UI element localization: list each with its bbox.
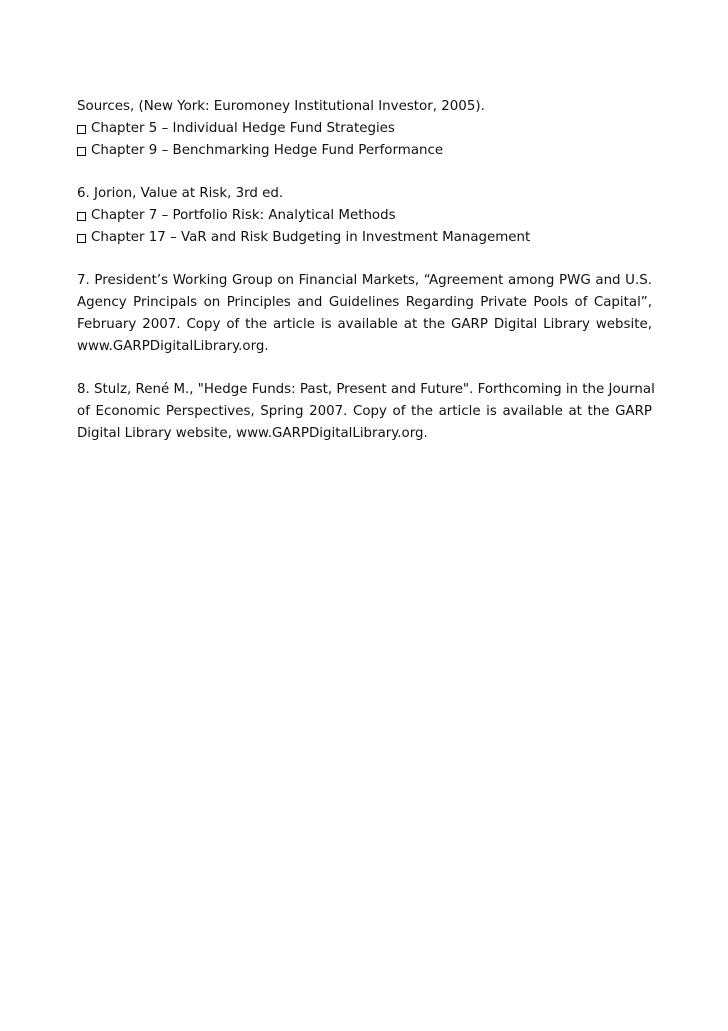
reference-7-line: Agency Principals on Principles and Guidelines Regarding Private Pools of Capital”, <box>77 295 652 310</box>
bullet-item-label: Chapter 7 – Portfolio Risk: Analytical Methods <box>91 208 396 223</box>
paragraph-spacer <box>77 249 652 270</box>
reference-8 <box>77 379 655 445</box>
sources-line: Sources, (New York: Euromoney Institutional Investor, 2005). <box>77 99 485 114</box>
reference-8-line: 8. Stulz, René M., "Hedge Funds: Past, Present and Future". Forthcoming in the Journal <box>77 382 655 397</box>
bullet-item-label: Chapter 9 – Benchmarking Hedge Fund Performance <box>91 143 444 158</box>
reference-7-line: 7. President’s Working Group on Financial Markets, “Agreement among PWG and U.S. <box>77 273 652 288</box>
square-bullet-icon <box>77 147 86 156</box>
bullet-item <box>77 140 652 162</box>
paragraph-spacer <box>77 162 652 183</box>
document-page <box>77 96 655 445</box>
square-bullet-icon <box>77 234 86 243</box>
bullet-item-label: Chapter 17 – VaR and Risk Budgeting in Investment Management <box>91 230 531 245</box>
reference-7-line: February 2007. Copy of the article is available at the GARP Digital Library website, <box>77 317 652 332</box>
reference-6: 6. Jorion, Value at Risk, 3rd ed. <box>77 186 284 201</box>
bullet-item <box>77 118 652 140</box>
square-bullet-icon <box>77 125 86 134</box>
bullet-item <box>77 205 652 227</box>
reference-7 <box>77 270 652 358</box>
reference-8-line: of Economic Perspectives, Spring 2007. Copy of the article is available at the GARP <box>77 404 652 419</box>
paragraph-spacer <box>77 358 652 379</box>
bullet-item <box>77 227 652 249</box>
reference-8-line: Digital Library website, www.GARPDigitalLibrary.org. <box>77 426 428 441</box>
bullet-item-label: Chapter 5 – Individual Hedge Fund Strategies <box>91 121 395 136</box>
reference-7-line: www.GARPDigitalLibrary.org. <box>77 339 269 354</box>
square-bullet-icon <box>77 212 86 221</box>
